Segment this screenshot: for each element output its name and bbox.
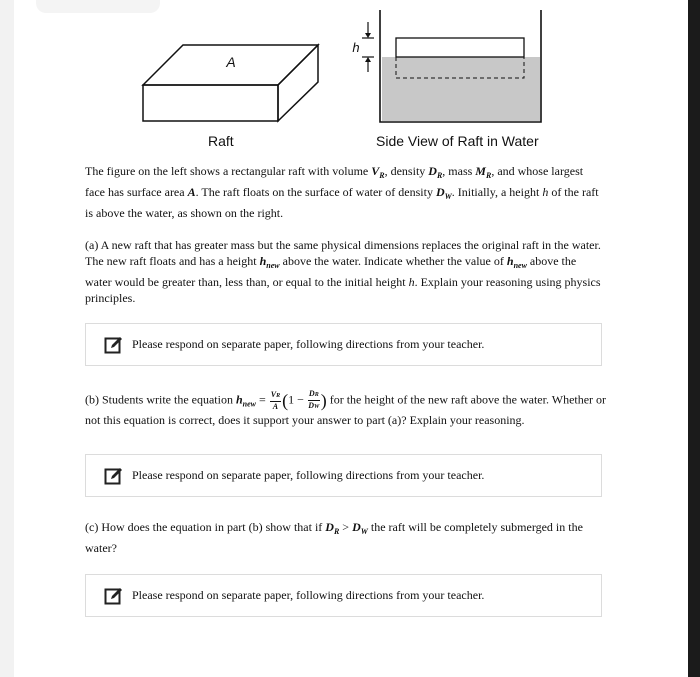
part-c-question: (c) How does the equation in part (b) show that if $D_R > D_W$ the raft will be completely submerged in the water? xyxy=(85,520,583,555)
raft-front-face xyxy=(143,85,278,121)
part-a-question: (a) A new raft that has greater mass but the same physical dimensions replaces the original raft in the water. The new raft floats and has a height $h_{new}$ above the water. Indicate whether the value of $h_{new}$ above the water would be greater than, less than, or equal to the initial height h. Explain your reasoning using physics principles. xyxy=(85,238,601,305)
h-arrowhead-top xyxy=(365,33,371,38)
side-view-caption: Side View of Raft in Water xyxy=(376,133,539,149)
side-view-diagram xyxy=(362,10,541,122)
h-arrowhead-bottom xyxy=(365,57,371,62)
fraction-vr-over-a: $\frac{VR}{A}$ xyxy=(270,390,281,411)
response-instruction: Please respond on separate paper, following directions from your teacher. xyxy=(132,337,485,351)
raft-side-face xyxy=(278,45,318,121)
part-b-question: (b) Students write the equation $h_{new}$ = $\frac{VR}{A}$ (1 − $\frac{DR}{DW}$ ) for the height of the new raft above the water. Whether or not this equation is correct, does it support your answer to part (a)? Explain your reasoning. xyxy=(85,389,607,428)
raft-above-water xyxy=(396,38,524,57)
raft-figure xyxy=(0,0,700,160)
edit-note-icon xyxy=(104,335,124,355)
raft-caption: Raft xyxy=(208,133,234,149)
water xyxy=(382,57,540,121)
height-label: h xyxy=(352,40,360,55)
response-box-a[interactable] xyxy=(85,323,602,366)
face-area-label: A xyxy=(226,54,236,70)
edit-note-icon xyxy=(104,586,124,606)
response-instruction: Please respond on separate paper, following directions from your teacher. xyxy=(132,468,485,482)
response-instruction: Please respond on separate paper, following directions from your teacher. xyxy=(132,588,485,602)
response-box-b[interactable] xyxy=(85,454,602,497)
response-box-c[interactable] xyxy=(85,574,602,617)
fraction-dr-over-dw: $\frac{DR}{DW}$ xyxy=(308,389,320,410)
edit-note-icon xyxy=(104,466,124,486)
intro-paragraph: The figure on the left shows a rectangular raft with volume $V_R$, density $D_R$, mass $M_R$, and whose largest face has surface area A. The raft floats on the surface of water of density $D_W$. Initially, a height h of the raft is above the water, as shown on the right. xyxy=(85,164,599,220)
